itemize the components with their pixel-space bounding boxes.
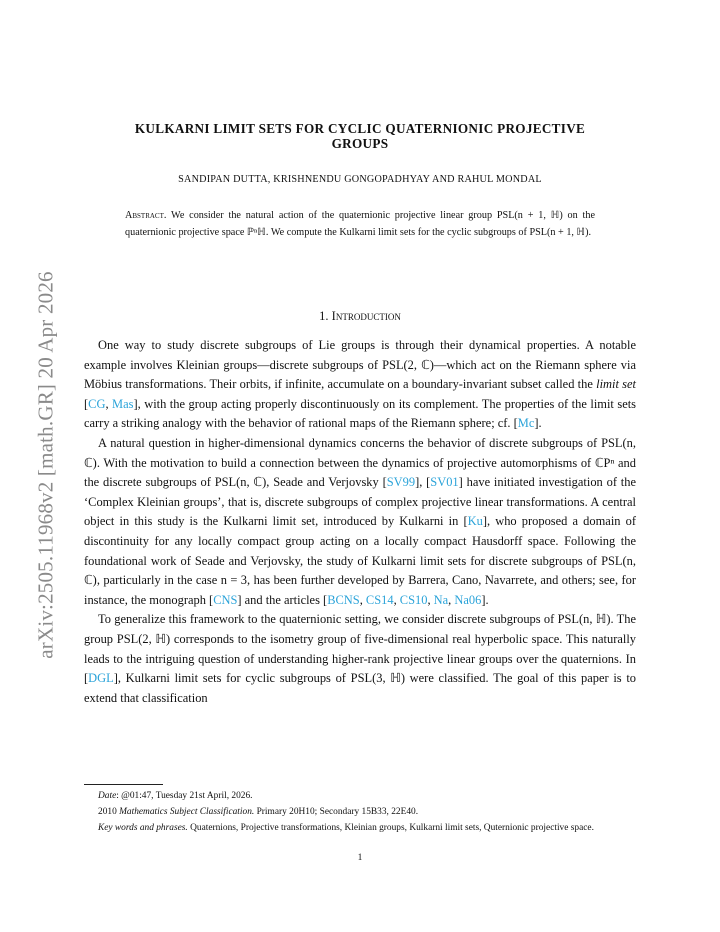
footnote-text: : @01:47, Tuesday 21st April, 2026.	[116, 791, 253, 801]
text-run: ], with the group acting properly discontinuously on its complement. The properties of the limit sets carry a striking analogy with the behavior of rational maps of the Riemann sphere; cf. [	[84, 396, 637, 431]
section-heading	[84, 309, 636, 324]
page-number: 1	[357, 853, 363, 863]
text-run: ], Kulkarni limit sets for cyclic subgroups of PSL(3, ℍ) were classified. The goal of this paper is to extend that classification	[84, 671, 636, 705]
citation-link[interactable]: SV01	[430, 475, 459, 490]
citation-link[interactable]: Mas	[112, 396, 134, 411]
citation-link[interactable]: Mc	[517, 416, 535, 431]
abstract	[125, 208, 595, 241]
citation-link[interactable]: CG	[88, 396, 106, 411]
text-run: ] have initiated investigation of the ‘Complex Kleinian groups’, that is, discrete subgroups of complex projective linear transformations. A central object in this study is the Kulkarni limit set, introduced by Kulkarni in [	[84, 475, 636, 529]
author-list: SANDIPAN DUTTA, KRISHNENDU GONGOPADHYAY AND RAHUL MONDAL	[178, 174, 542, 185]
citation-link[interactable]: Ku	[467, 514, 483, 529]
citation-link[interactable]: CS10	[399, 592, 428, 607]
emphasis: limit set	[596, 377, 636, 392]
text-run: ].	[481, 592, 489, 607]
abstract-text: We consider the natural action of the quaternionic projective linear group PSL(n + 1, ℍ) on the quaternionic projective space ℙⁿℍ. We compute the Kulkarni limit sets for the cyclic subgroups of PSL(n + 1, ℍ).	[125, 210, 595, 238]
footnote-date	[84, 788, 636, 804]
text-run: ].	[534, 416, 542, 431]
footnote-text: 2010	[98, 807, 120, 817]
paragraph-3	[84, 610, 636, 708]
paragraph-1	[84, 336, 636, 434]
section-title: Introduction	[331, 309, 401, 323]
citation-link[interactable]: Na	[433, 592, 449, 607]
paragraph-2	[84, 434, 636, 610]
text-run: ,	[427, 592, 434, 607]
paper-title	[84, 121, 636, 151]
citation-link[interactable]: DGL	[88, 671, 114, 686]
footnote-label: Key words and phrases.	[98, 823, 188, 833]
footnote-label: Date	[98, 791, 117, 801]
section-number: 1.	[319, 309, 329, 323]
text-run: ] and the articles [	[237, 592, 328, 607]
text-run: ,	[105, 396, 113, 411]
text-run: One way to study discrete subgroups of Lie groups is through their dynamical properties. A notable example involves Kleinian groups—discrete subgroups of PSL(2, ℂ)—which act on the Riemann sphere via Möbius transformations. Their orbits, if infinite, accumulate on a boundary-invariant subset called the	[84, 338, 636, 392]
citation-link[interactable]: CNS	[213, 592, 238, 607]
footnote-text: Primary 20H10; Secondary 15B33, 22E40.	[254, 807, 419, 817]
text-run: [	[84, 396, 89, 411]
citation-link[interactable]: Na06	[454, 592, 482, 607]
abstract-label: Abstract.	[125, 210, 167, 221]
body-text	[84, 336, 636, 708]
text-run: ,	[393, 592, 400, 607]
footnotes	[84, 788, 636, 836]
text-run: ,	[448, 592, 455, 607]
title-line-1: KULKARNI LIMIT SETS FOR CYCLIC QUATERNIONIC PROJECTIVE	[134, 121, 586, 136]
text-run: ,	[359, 592, 366, 607]
footnote-msc	[84, 804, 636, 820]
citation-link[interactable]: CS14	[365, 592, 394, 607]
arxiv-identifier: arXiv:2505.11968v2 [math.GR] 20 Apr 2026	[33, 271, 58, 659]
title-line-2: GROUPS	[331, 136, 389, 151]
text-run: To generalize this framework to the quaternionic setting, we consider discrete subgroups of PSL(n, ℍ). The group PSL(2, ℍ) corresponds to the isometry group of five-dimensional real hyperbolic space. This naturally leads to the intriguing question of understanding higher-rank projective linear groups over the quaternions. In [	[84, 612, 636, 686]
text-run: ], who proposed a domain of discontinuity for any locally compact group acting on a locally compact Hausdorff space. Following the foundational work of Seade and Verjovsky, the study of Kulkarni limit sets for discrete subgroups of PSL(n, ℂ), particularly in the case n = 3, has been further developed by Barrera, Cano, Navarrete, and others; see, for instance, the monograph [	[84, 514, 636, 607]
text-run: A natural question in higher-dimensional dynamics concerns the behavior of discrete subgroups of PSL(n, ℂ). With the motivation to build a connection between the dynamics of projective automorphisms of ℂPⁿ and the discrete subgroups of PSL(n, ℂ), Seade and Verjovsky [	[84, 435, 636, 490]
text-run: ], [	[415, 475, 431, 490]
citation-link[interactable]: BCNS	[327, 592, 360, 607]
footnote-keywords	[84, 820, 636, 836]
footnote-text: Quaternions, Projective transformations, Kleinian groups, Kulkarni limit sets, Quternionic projective space.	[187, 823, 594, 833]
citation-link[interactable]: SV99	[386, 475, 416, 490]
footnote-rule	[84, 784, 163, 785]
footnote-label: Mathematics Subject Classification.	[119, 807, 255, 817]
